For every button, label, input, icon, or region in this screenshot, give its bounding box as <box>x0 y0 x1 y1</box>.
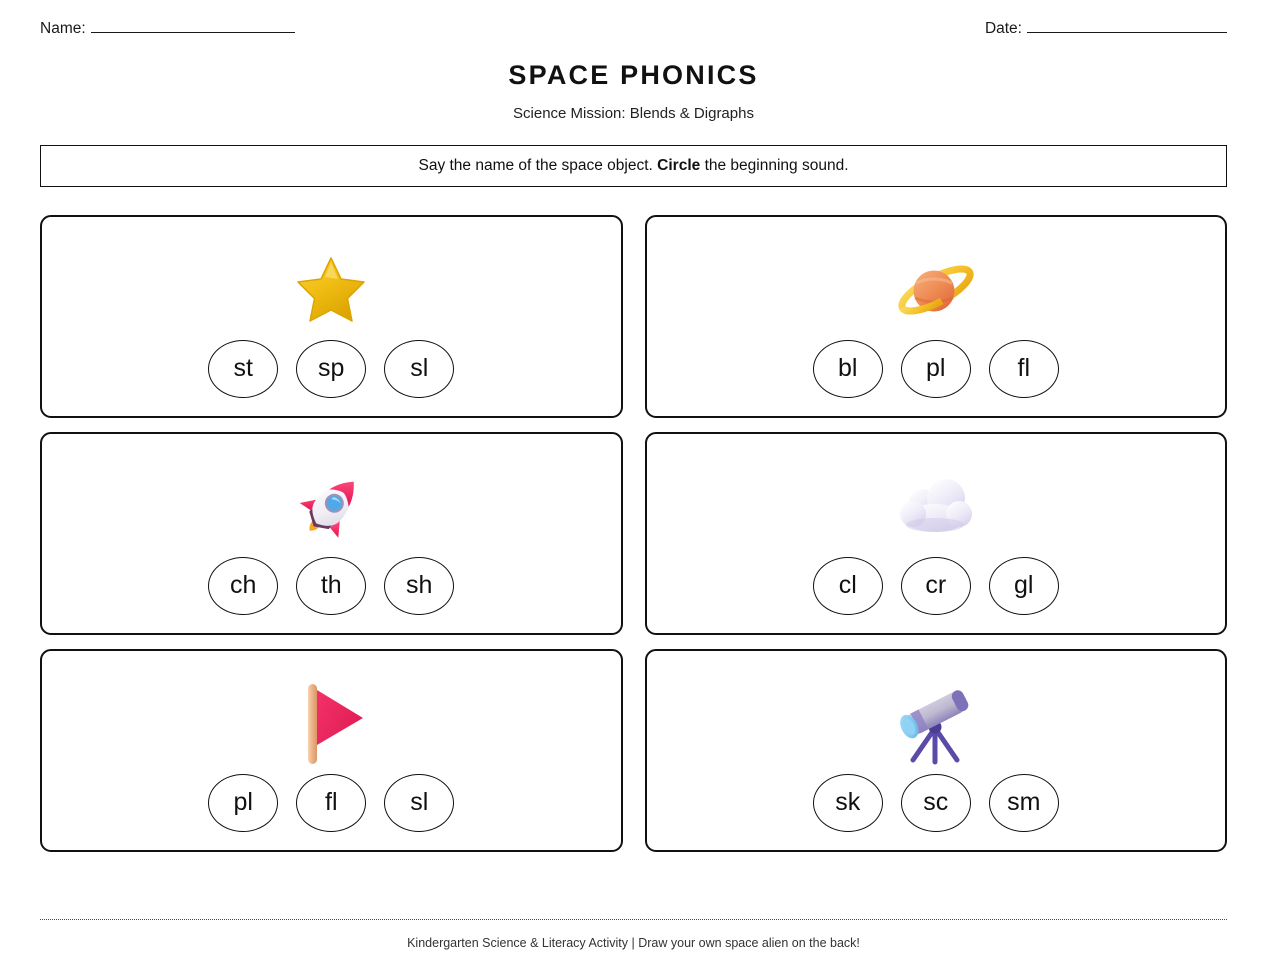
choice-option[interactable]: th <box>296 557 366 615</box>
footer <box>40 919 1227 950</box>
task-card <box>645 649 1228 852</box>
footer-divider <box>40 919 1227 920</box>
choice-option[interactable]: cl <box>813 557 883 615</box>
rocket-icon <box>289 465 373 549</box>
date-label: Date: <box>984 20 1022 37</box>
task-grid <box>40 215 1227 852</box>
choice-row <box>208 557 454 615</box>
page-title: SPACE PHONICS <box>508 60 759 90</box>
choice-option[interactable]: gl <box>989 557 1059 615</box>
planet-icon <box>893 253 979 327</box>
choice-option[interactable]: bl <box>813 340 883 398</box>
choice-option[interactable]: sm <box>989 774 1059 832</box>
choice-row <box>208 774 454 832</box>
choice-option[interactable]: st <box>208 340 278 398</box>
choice-row <box>208 340 454 398</box>
task-illustration <box>289 459 373 555</box>
task-card <box>40 649 623 852</box>
instruction-text-after: the beginning sound. <box>700 157 849 174</box>
choice-option[interactable]: sl <box>384 774 454 832</box>
name-field[interactable] <box>40 19 295 38</box>
flag-icon <box>289 678 373 770</box>
task-card <box>645 215 1228 418</box>
date-write-line[interactable] <box>1027 19 1227 33</box>
task-illustration <box>292 242 370 338</box>
telescope-icon <box>893 680 979 768</box>
name-label: Name: <box>40 20 86 37</box>
task-illustration <box>893 676 979 772</box>
choice-row <box>813 557 1059 615</box>
choice-option[interactable]: pl <box>901 340 971 398</box>
task-card <box>645 432 1228 635</box>
instruction-text-before: Say the name of the space object. <box>418 157 658 174</box>
instruction-text <box>418 157 848 175</box>
student-info-row <box>40 0 1227 38</box>
choice-option[interactable]: fl <box>989 340 1059 398</box>
choice-option[interactable]: pl <box>208 774 278 832</box>
instruction-emphasis: Circle <box>657 157 701 174</box>
choice-option[interactable]: sl <box>384 340 454 398</box>
task-card <box>40 215 623 418</box>
choice-row <box>813 774 1059 832</box>
choice-option[interactable]: sp <box>296 340 366 398</box>
choice-option[interactable]: ch <box>208 557 278 615</box>
choice-option[interactable]: sh <box>384 557 454 615</box>
choice-option[interactable]: cr <box>901 557 971 615</box>
choice-option[interactable]: fl <box>296 774 366 832</box>
choice-option[interactable]: sc <box>901 774 971 832</box>
name-write-line[interactable] <box>91 19 295 33</box>
task-illustration <box>289 676 373 772</box>
task-illustration <box>893 459 979 555</box>
task-illustration <box>893 242 979 338</box>
footer-text: Kindergarten Science & Literacy Activity | Draw your own space alien on the back! <box>407 935 860 950</box>
star-icon <box>292 251 370 329</box>
task-card <box>40 432 623 635</box>
choice-option[interactable]: sk <box>813 774 883 832</box>
choice-row <box>813 340 1059 398</box>
date-field[interactable] <box>985 19 1227 38</box>
page-subtitle: Science Mission: Blends & Digraphs <box>513 105 754 122</box>
cloud-icon <box>893 476 979 538</box>
instruction-banner <box>40 145 1227 187</box>
